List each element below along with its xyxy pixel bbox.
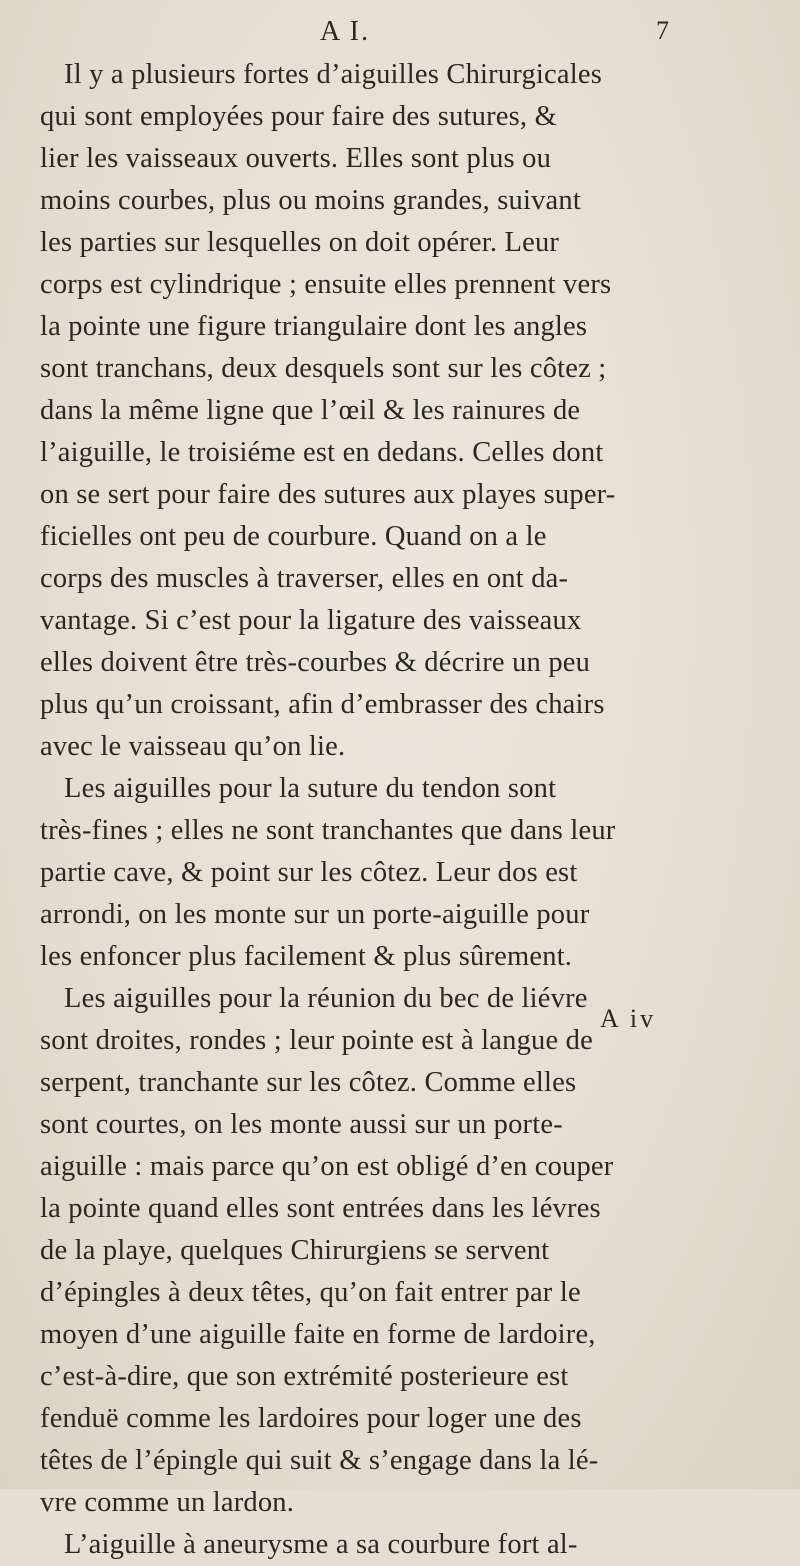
text-line: dans la même ligne que l’œil & les rainures de — [40, 395, 581, 426]
text-line: d’épingles à deux têtes, qu’on fait entrer par le — [40, 1277, 581, 1308]
text-line: aiguille : mais parce qu’on est obligé d’en couper — [40, 1151, 614, 1182]
page-mark: 7 — [656, 16, 669, 45]
text-line: ficielles ont peu de courbure. Quand on a le — [40, 521, 547, 552]
text-line: Les aiguilles pour la suture du tendon sont — [64, 773, 557, 804]
text-line: sont droites, rondes ; leur pointe est à langue de — [40, 1025, 593, 1056]
text-line: l’aiguille, le troisiéme est en dedans. Celles dont — [40, 437, 604, 468]
text-line: très-fines ; elles ne sont tranchantes que dans leur — [40, 815, 616, 846]
text-line: lier les vaisseaux ouverts. Elles sont plus ou — [40, 143, 552, 174]
text-line: les enfoncer plus facilement & plus sûrement. — [40, 941, 573, 972]
text-line: qui sont employées pour faire des sutures, & — [40, 101, 557, 132]
text-line: têtes de l’épingle qui suit & s’engage dans la lé- — [40, 1445, 599, 1476]
text-line: Les aiguilles pour la réunion du bec de liévre — [64, 983, 588, 1014]
text-line: L’aiguille à aneurysme a sa courbure fort al- — [64, 1529, 578, 1560]
text-line: fenduë comme les lardoires pour loger une des — [40, 1403, 582, 1434]
text-line: Il y a plusieurs fortes d’aiguilles Chirurgicales — [64, 59, 602, 90]
text-line: on se sert pour faire des sutures aux playes super- — [40, 479, 616, 510]
text-line: avec le vaisseau qu’on lie. — [40, 731, 346, 762]
running-head: A I. — [320, 16, 370, 47]
text-line: de la playe, quelques Chirurgiens se servent — [40, 1235, 550, 1266]
text-line: arrondi, on les monte sur un porte-aiguille pour — [40, 899, 590, 930]
text-line: sont tranchans, deux desquels sont sur les côtez ; — [40, 353, 607, 384]
text-line: la pointe une figure triangulaire dont les angles — [40, 311, 588, 342]
text-line: partie cave, & point sur les côtez. Leur dos est — [40, 857, 578, 888]
body-text — [40, 54, 780, 1566]
text-line: moyen d’une aiguille faite en forme de lardoire, — [40, 1319, 596, 1350]
text-line: les parties sur lesquelles on doit opérer. Leur — [40, 227, 560, 258]
text-line: vantage. Si c’est pour la ligature des vaisseaux — [40, 605, 582, 636]
text-line: la pointe quand elles sont entrées dans les lévres — [40, 1193, 601, 1224]
text-line: moins courbes, plus ou moins grandes, suivant — [40, 185, 581, 216]
text-line: sont courtes, on les monte aussi sur un porte- — [40, 1109, 563, 1140]
text-line: corps des muscles à traverser, elles en ont da- — [40, 563, 569, 594]
text-line: elles doivent être très-courbes & décrire un peu — [40, 647, 591, 678]
signature-mark: A iv — [600, 1004, 657, 1033]
text-line: serpent, tranchante sur les côtez. Comme elles — [40, 1067, 577, 1098]
text-line: vre comme un lardon. — [40, 1487, 295, 1518]
text-line: c’est-à-dire, que son extrémité posterieure est — [40, 1361, 569, 1392]
text-line: corps est cylindrique ; ensuite elles prennent vers — [40, 269, 612, 300]
text-line: plus qu’un croissant, afin d’embrasser des chairs — [40, 689, 605, 720]
